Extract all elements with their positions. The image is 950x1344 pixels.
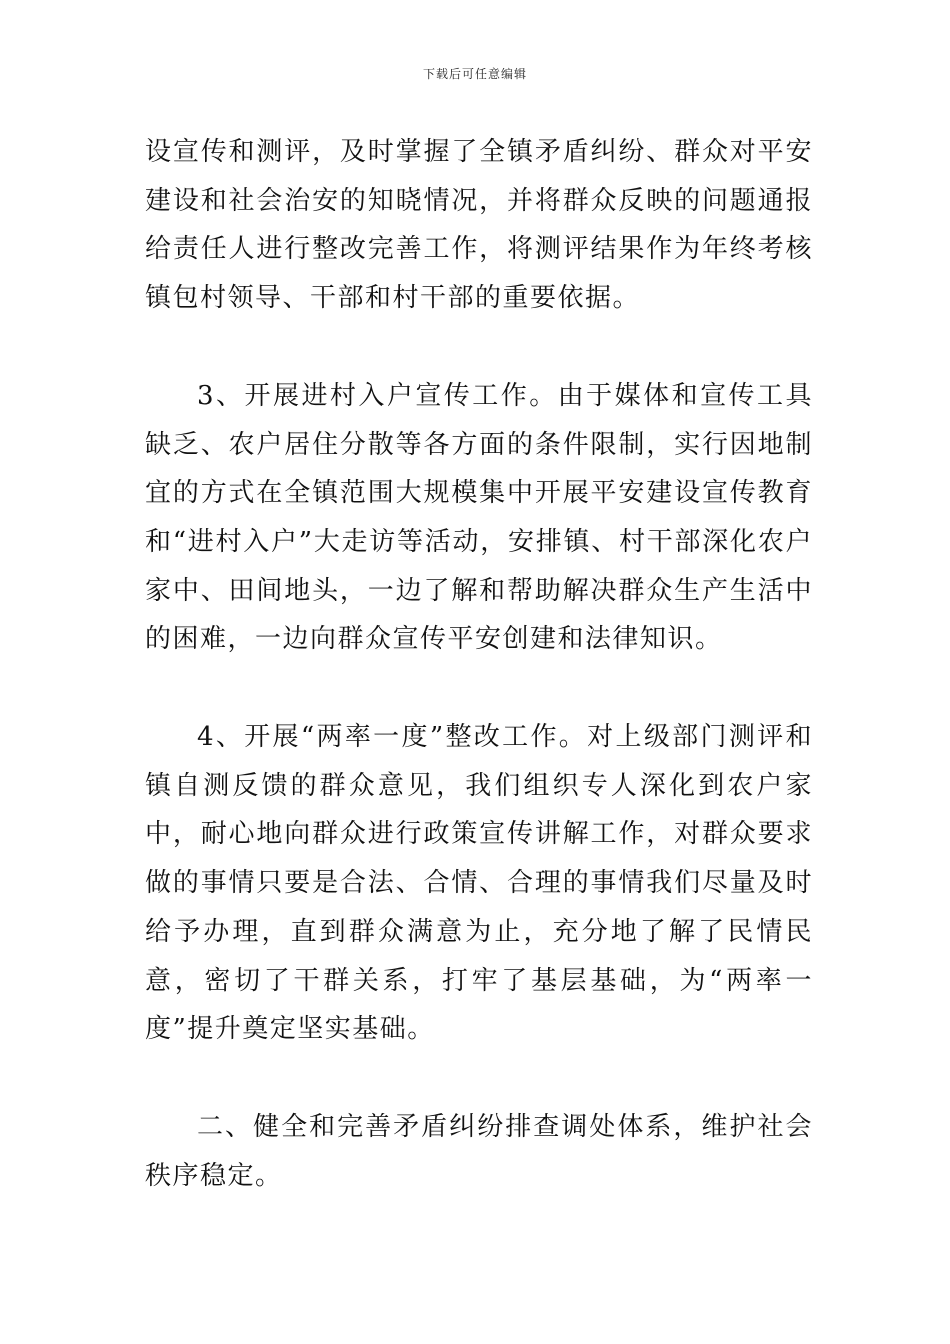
paragraph-continuation: 设宣传和测评，及时掌握了全镇矛盾纠纷、群众对平安建设和社会治安的知晓情况，并将群众反映的问题通报给责任人进行整改完善工作，将测评结果作为年终考核镇包村领导、干部和村干部的重要依据。 (145, 137, 813, 314)
paragraph-spacer (145, 664, 813, 713)
paragraph-spacer (145, 323, 813, 372)
page-header: 下载后可任意编辑 (422, 67, 527, 81)
paragraph-item-3: 3、开展进村入户宣传工作。由于媒体和宣传工具缺乏、农户居住分散等各方面的条件限制，实行因地制宜的方式在全镇范围大规模集中开展平安建设宣传教育和“进村入户”大走访等活动，安排镇、村干部深化农户家中、田间地头，一边了解和帮助解决群众生产生活中的困难，一边向群众宣传平安创建和法律知识。 (145, 380, 813, 655)
document-body (145, 128, 813, 1200)
section-heading-2: 二、健全和完善矛盾纠纷排查调处体系，维护社会秩序稳定。 (145, 1111, 813, 1191)
paragraph-item-4: 4、开展“两率一度”整改工作。对上级部门测评和镇自测反馈的群众意见，我们组织专人深化到农户家中，耐心地向群众进行政策宣传讲解工作，对群众要求做的事情只要是合法、合情、合理的事情我们尽量及时给予办理，直到群众满意为止，充分地了解了民情民意，密切了干群关系，打牢了基层基础，为“两率一度”提升奠定坚实基础。 (145, 722, 813, 1045)
paragraph-spacer (145, 1054, 813, 1103)
